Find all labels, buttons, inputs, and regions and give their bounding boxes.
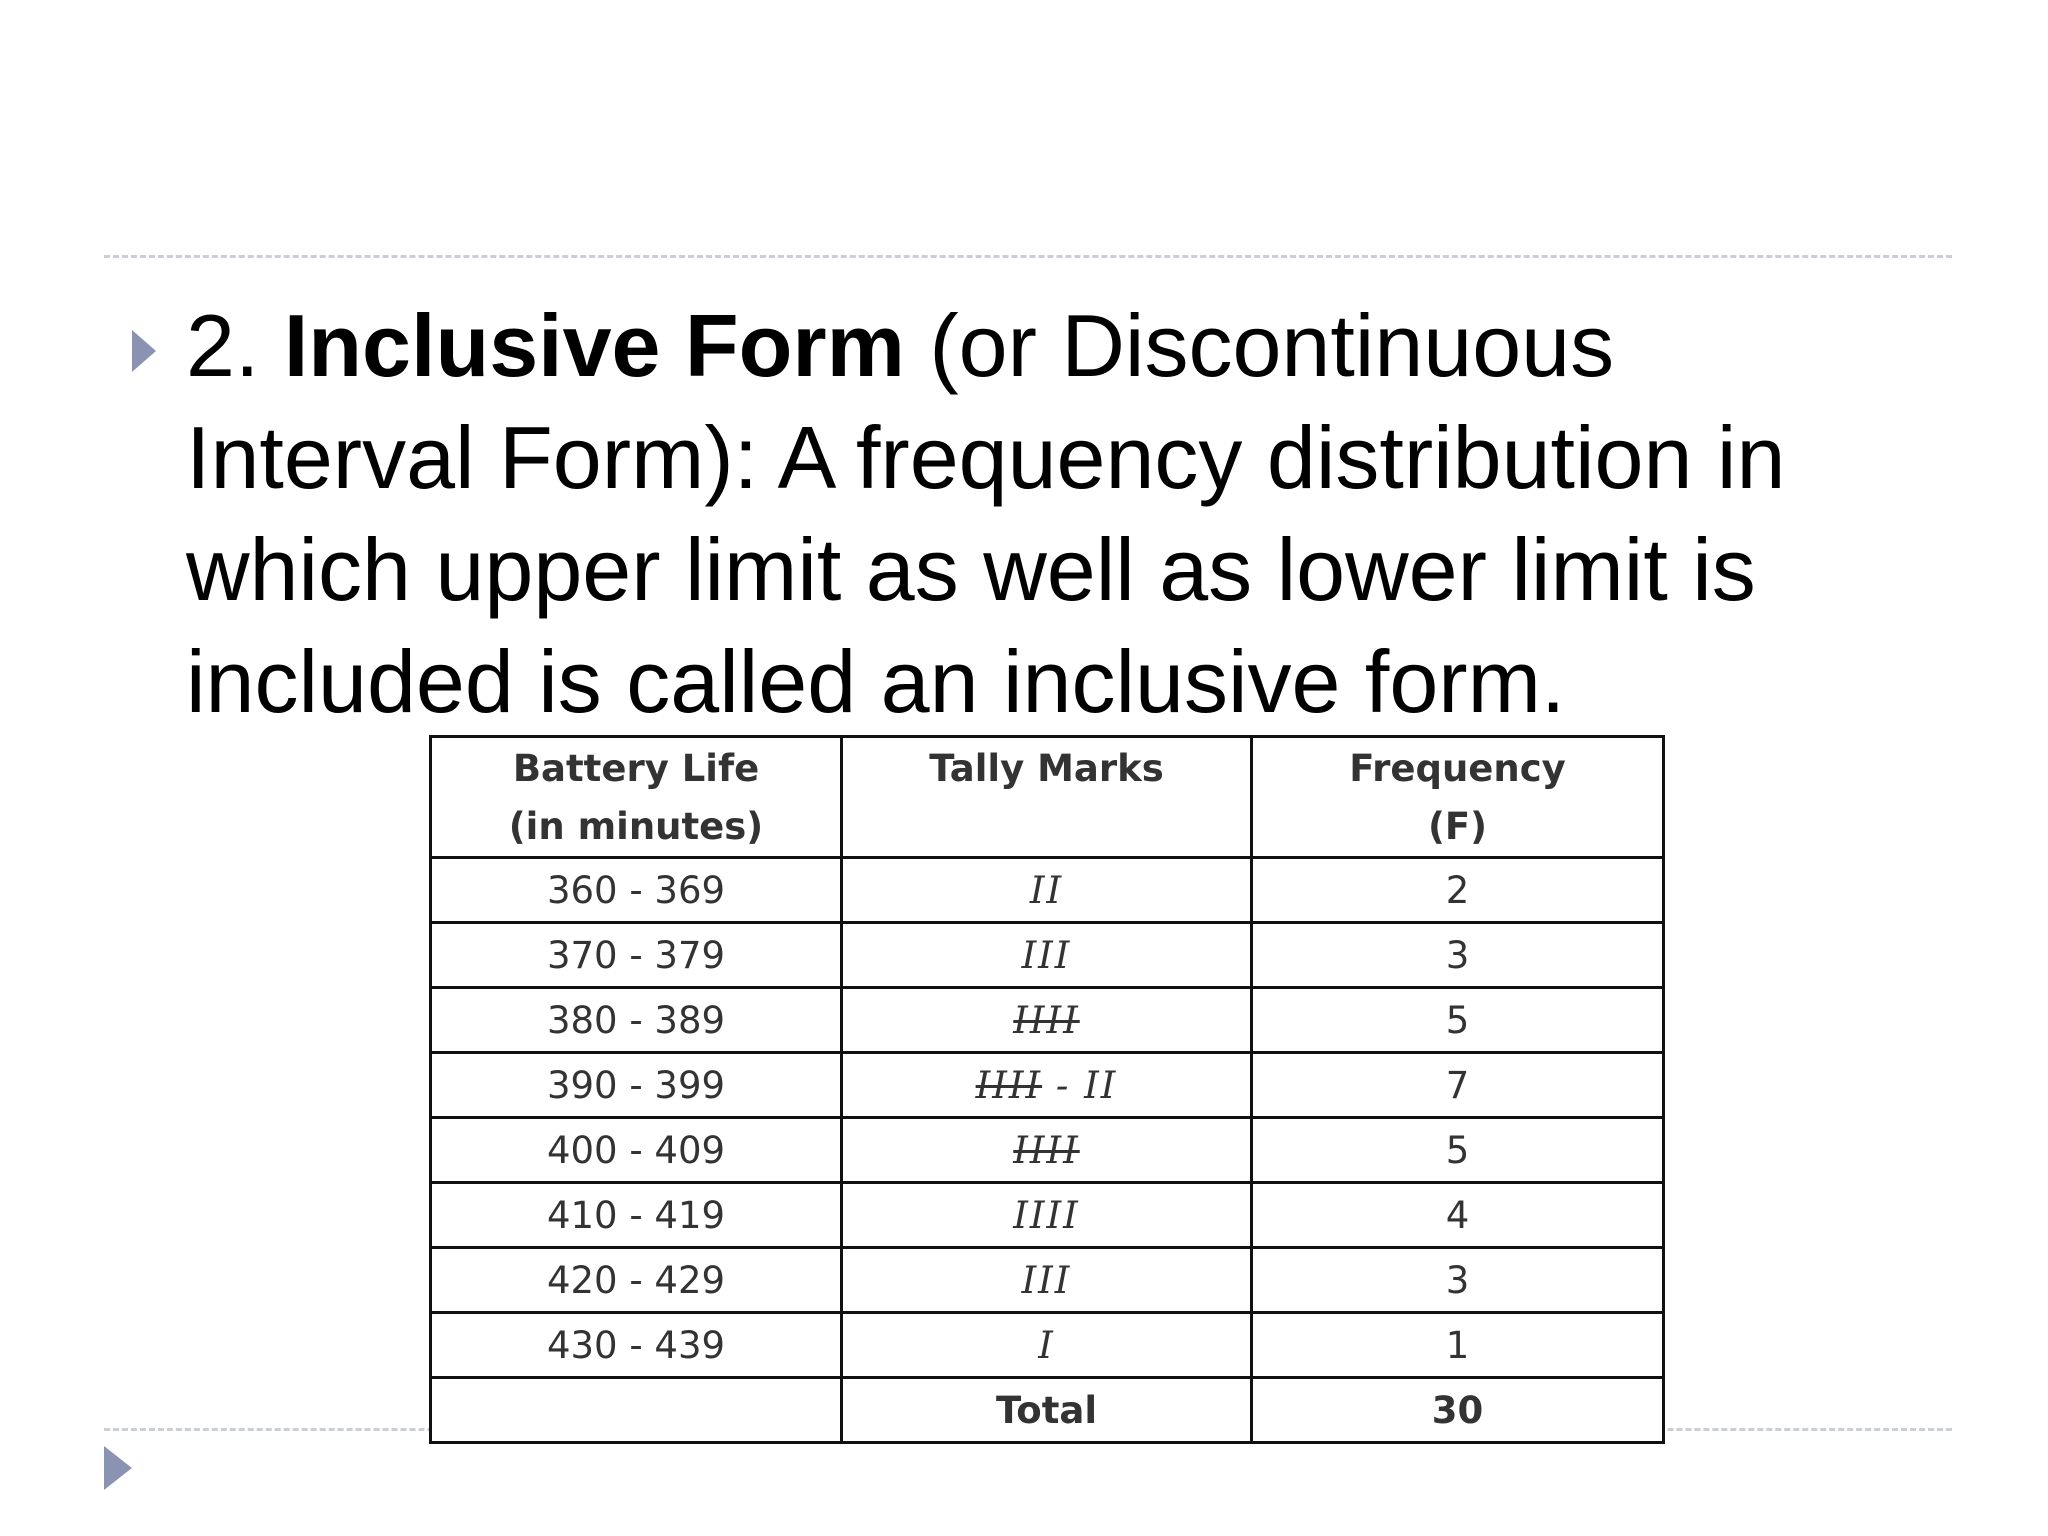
cell-range: 370 - 379 [431,923,842,988]
table-row [431,923,1664,988]
triangle-marker-icon [104,1446,132,1490]
cell-empty [431,1378,842,1443]
cell-range: 430 - 439 [431,1313,842,1378]
tally-group-five: IIII [975,1063,1043,1107]
definition-text: (or Discontinuous Interval Form): A frequency distribution in which upper limit as well as lower limit is included is called an inclusive form. [186,296,1786,731]
cell-range: 390 - 399 [431,1053,842,1118]
cell-frequency: 5 [1252,988,1664,1053]
triangle-bullet-icon [132,330,156,372]
header-frequency-line1: Frequency [1349,747,1566,790]
header-battery-life-line1: Battery Life [512,747,760,790]
cell-frequency: 7 [1252,1053,1664,1118]
cell-frequency: 3 [1252,1248,1664,1313]
table-row [431,1183,1664,1248]
cell-frequency: 5 [1252,1118,1664,1183]
frequency-table [429,735,1665,1444]
table-row [431,1248,1664,1313]
cell-frequency: 2 [1252,858,1664,923]
table-header-row [431,737,1664,858]
cell-range: 380 - 389 [431,988,842,1053]
top-divider [104,255,1952,258]
tally-extra: - II [1042,1063,1118,1107]
cell-frequency: 1 [1252,1313,1664,1378]
header-battery-life-line2: (in minutes) [508,805,764,848]
cell-tally: III [842,923,1252,988]
header-frequency [1252,737,1664,858]
term-bold: Inclusive Form [283,296,905,395]
table-row [431,1118,1664,1183]
table-row [431,988,1664,1053]
tally-group-five: IIII [1013,998,1080,1042]
header-battery-life [431,737,842,858]
cell-tally: II [842,858,1252,923]
table-row [431,858,1664,923]
cell-range: 410 - 419 [431,1183,842,1248]
frequency-table-container [429,735,1665,1444]
cell-range: 360 - 369 [431,858,842,923]
cell-tally [842,1053,1252,1118]
table-total-row [431,1378,1664,1443]
header-frequency-line2: (F) [1427,805,1488,848]
bullet-number: 2. [186,296,260,395]
cell-frequency: 4 [1252,1183,1664,1248]
total-value: 30 [1252,1378,1664,1443]
cell-tally: III [842,1248,1252,1313]
table-row [431,1053,1664,1118]
cell-tally: I [842,1313,1252,1378]
cell-tally [842,1118,1252,1183]
cell-range: 400 - 409 [431,1118,842,1183]
cell-tally: IIII [842,1183,1252,1248]
cell-tally [842,988,1252,1053]
cell-frequency: 3 [1252,923,1664,988]
cell-range: 420 - 429 [431,1248,842,1313]
tally-group-five: IIII [1013,1128,1080,1172]
bullet-text [186,290,1906,738]
total-label: Total [842,1378,1252,1443]
header-tally-marks: Tally Marks [842,737,1252,858]
table-row [431,1313,1664,1378]
